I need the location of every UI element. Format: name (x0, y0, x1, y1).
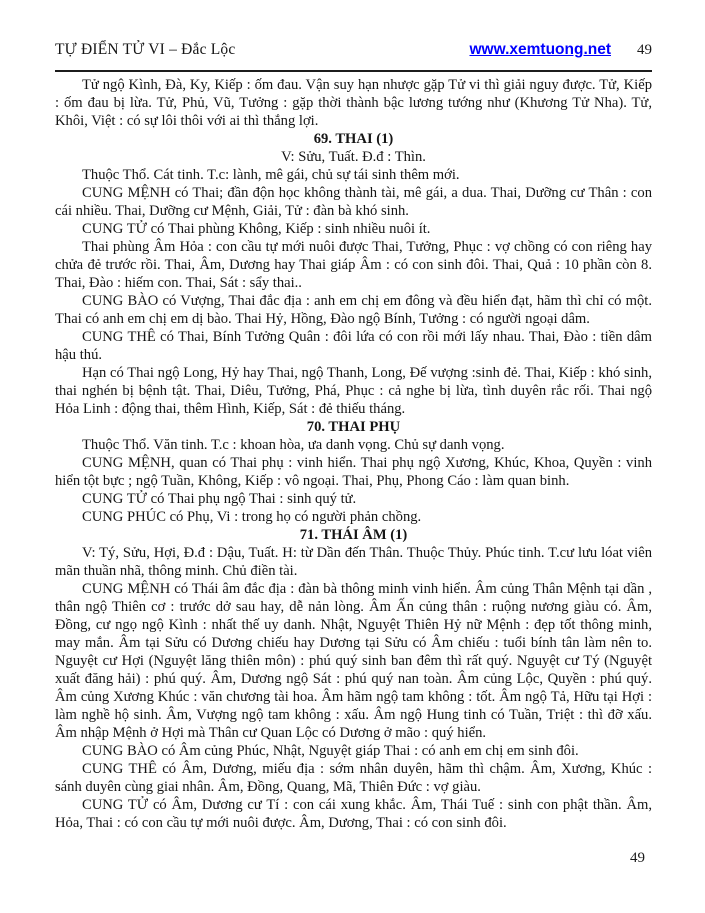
paragraph: Thuộc Thổ. Văn tinh. T.c : khoan hòa, ưa danh vọng. Chủ sự danh vọng. (82, 437, 505, 453)
paragraph: Tử ngộ Kình, Đà, Ky, Kiếp : ốm đau. Vận suy hạn nhược gặp Tử vi thì giải nguy được. Tử, Kiếp : ốm đau bị lừa. Tử, Phủ, Vũ, Tưởng : gặp thời thành bậc lương tướng như (Khương Tử Nha). Tử, Khôi, Việt : có sự lôi thôi với ai thì thắng lợi. (55, 77, 652, 129)
paragraph: CUNG THÊ có Âm, Dương, miếu địa : sớm nhân duyên, hãm thì chậm. Âm, Xương, Khúc : sánh duyên cùng giai nhân. Âm, Đồng, Quang, Mã, Thiên Đức : vợ giàu. (55, 761, 652, 795)
paragraph: CUNG MỆNH có Thái âm đắc địa : đàn bà thông minh vinh hiển. Âm củng Thân Mệnh tại dần , thân ngộ Thiên cơ : trước dở sau hay, dễ nản lòng. Âm Ấn củng thân : ruộng nương giàu có. Âm, Đồng, cư ngọ ngộ Kình : nhất thế uy danh. Nhật, Nguyệt Thiên Hỷ nữ Mệnh : đẹp tốt thông minh, may mắn. Âm tại Sửu có Dương chiếu hay Dương tại Sửu có Âm chiếu : tuổi bính tân làm nên to. Nguyệt cư Hợi (Nguyệt lăng thiên môn) : phú quý sinh ban đêm thì rất quý. Nguyệt cư Tý (Nguyệt xuất đăng hải) : phú quý. Âm, Dương ngộ Sát : phú quý nan toàn. Âm củng Lộc, Quyền : phú quý. Âm củng Xương Khúc : văn chương tài hoa. Âm hãm ngộ tam không : tốt. Âm ngộ Tả, Hữu tại Hợi : làm nghề hộ sinh. Âm, Vượng ngộ tam không : xấu. Âm ngộ Hung tinh có Tuần, Triệt : thì đỡ xấu. Âm nhập Mệnh ở Hợi mà Thân cư Quan Lộc có Dương ở mão : quý hiển. (55, 581, 652, 741)
section-heading: 69. THAI (1) (313, 131, 394, 147)
paragraph: CUNG BÀO có Âm củng Phúc, Nhật, Nguyệt giáp Thai : có anh em chị em sinh đôi. (82, 743, 579, 759)
paragraph: CUNG TỬ có Thai phùng Không, Kiếp : sinh nhiều nuôi ít. (82, 221, 431, 237)
paragraph: CUNG MỆNH, quan có Thai phụ : vinh hiển. Thai phụ ngộ Xương, Khúc, Khoa, Quyền : vinh hiển tột bực ; ngộ Tuần, Không, Kiếp : vô ngoại. Thai, Phụ, Phong Cáo : làm quan binh. (55, 455, 652, 489)
paragraph: Thuộc Thổ. Cát tinh. T.c: lành, mê gái, chủ sự tái sinh thêm mới. (82, 167, 460, 183)
paragraph: CUNG PHÚC có Phụ, Vi : trong họ có người phản chồng. (82, 509, 422, 525)
paragraph: Hạn có Thai ngộ Long, Hỷ hay Thai, ngộ Thanh, Long, Đế vượng :sinh đẻ. Thai, Kiếp : khó sinh, thai nghén bị bệnh tật. Thai, Diêu, Tưởng, Phá, Phục : cả nghe bị lừa, tình duyên rắc rối. Thai ngộ Hỏa Linh : động thai, thêm Hình, Kiếp, Sát : đẻ thiếu tháng. (55, 365, 652, 417)
section-heading: 70. THAI PHỤ (306, 419, 401, 435)
footer-page-number: 49 (630, 850, 645, 866)
section-subheading: V: Sửu, Tuất. Đ.đ : Thìn. (281, 149, 426, 165)
document-body (55, 76, 652, 832)
page-header (55, 41, 652, 59)
section-heading: 71. THÁI ÂM (1) (299, 527, 408, 543)
book-title: TỰ ĐIỂN TỬ VI – Đắc Lộc (55, 41, 236, 58)
paragraph: Thai phùng Âm Hỏa : con cầu tự mới nuôi được Thai, Tưởng, Phục : vợ chồng có con riêng hay chửa đẻ trước rồi. Thai, Âm, Dương hay Thai giáp Âm : có con sinh đôi. Thai, Quả : 10 phần còn 8. Thai, Đào : hiếm con. Thai, Sát : sẩy thai.. (55, 239, 652, 291)
paragraph: CUNG THÊ có Thai, Bính Tưởng Quân : đôi lứa có con rồi mới lấy nhau. Thai, Đào : tiền dâm hậu thú. (55, 329, 652, 363)
paragraph: CUNG MỆNH có Thai; đần độn học không thành tài, mê gái, a dua. Thai, Dưỡng cư Thân : con cái nhiều. Thai, Dưỡng cư Mệnh, Giải, Tử : đàn bà khó sinh. (55, 185, 652, 219)
header-right (469, 41, 652, 59)
paragraph: CUNG BÀO có Vượng, Thai đắc địa : anh em chị em đông và đều hiển đạt, hãm thì chỉ có một. Thai có anh em chị em dị bào. Thai Hỷ, Hồng, Đào ngộ Bính, Tưởng : có người ngoại dâm. (55, 293, 652, 327)
paragraph: CUNG TỬ có Âm, Dương cư Tí : con cái xung khắc. Âm, Thái Tuế : sinh con phật thần. Âm, Hỏa, Thai : có con cầu tự mới nuôi được. Âm, Dương, Thai : có con sinh đôi. (55, 797, 652, 831)
paragraph: CUNG TỬ có Thai phụ ngộ Thai : sinh quý tử. (82, 491, 357, 507)
website-link[interactable]: www.xemtuong.net (469, 41, 611, 58)
paragraph: V: Tý, Sửu, Hợi, Đ.đ : Dậu, Tuất. H: từ Dần đến Thân. Thuộc Thủy. Phúc tinh. T.cư lưu lóat viên mãn thuần nhã, thông minh. Chủ điền tài. (55, 545, 652, 579)
header-page-number: 49 (637, 42, 652, 58)
header-divider (55, 70, 652, 72)
